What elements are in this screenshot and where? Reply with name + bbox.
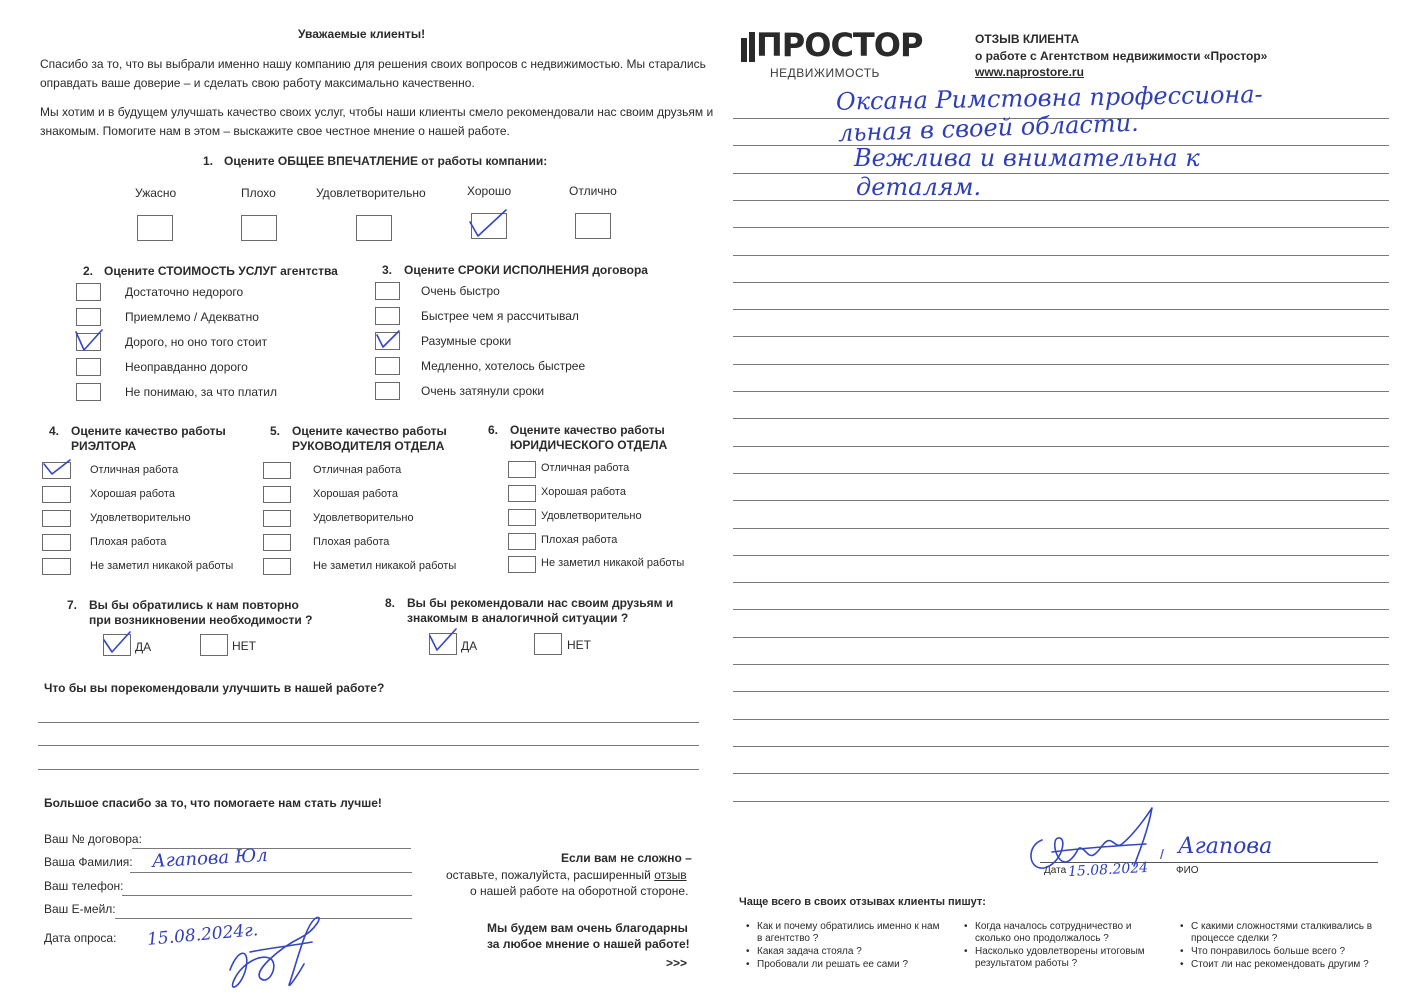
signature-date-label: Дата — [1044, 865, 1067, 876]
date-label: Дата опроса: — [44, 931, 117, 945]
q2-question: Оцените СТОИМОСТЬ УСЛУГ агентства — [104, 264, 338, 278]
side-line-1: Если вам не сложно – — [561, 851, 692, 865]
q4-checkbox-5[interactable] — [42, 558, 71, 575]
surname-field[interactable] — [130, 872, 412, 873]
review-ruled-line[interactable] — [733, 746, 1389, 747]
intro-paragraph-1-line-2: оправдать ваше доверие – и сделать свою работу максимально качественно. — [40, 76, 475, 90]
q3-checkbox-5[interactable] — [375, 382, 400, 400]
review-ruled-line[interactable] — [733, 255, 1389, 256]
q6-question-line-2: ЮРИДИЧЕСКОГО ОТДЕЛА — [510, 438, 668, 452]
q6-option-4: Плохая работа — [541, 534, 618, 546]
q3-option-4: Медленно, хотелось быстрее — [421, 359, 586, 373]
review-ruled-line[interactable] — [733, 473, 1389, 474]
q4-checkbox-3[interactable] — [42, 510, 71, 527]
surname-label: Ваша Фамилия: — [44, 855, 133, 869]
side-line-4: Мы будем вам очень благодарны — [487, 921, 688, 935]
review-ruled-line[interactable] — [733, 500, 1389, 501]
q2-option-5: Не понимаю, за что платил — [125, 385, 278, 399]
intro-paragraph-1-line-1: Спасибо за то, что вы выбрали именно нашу компанию для решения своих вопросов с недвижимостью. Мы старались — [40, 57, 706, 71]
q4-option-4: Плохая работа — [90, 536, 167, 548]
q6-checkbox-4[interactable] — [508, 533, 536, 550]
q1-number: 1. — [203, 154, 214, 168]
review-ruled-line[interactable] — [733, 282, 1389, 283]
q2-checkbox-5[interactable] — [76, 383, 101, 401]
contract-label: Ваш № договора: — [44, 832, 142, 846]
q1-checkbox-excellent[interactable] — [575, 213, 611, 239]
q6-option-3: Удовлетворительно — [541, 510, 642, 522]
review-ruled-line[interactable] — [733, 364, 1389, 365]
review-header-url[interactable]: www.naprostore.ru — [975, 65, 1084, 79]
q3-option-1: Очень быстро — [421, 284, 500, 298]
q1-label-satisfactory: Удовлетворительно — [316, 186, 426, 200]
q7-label-yes: ДА — [135, 640, 152, 654]
q2-option-1: Достаточно недорого — [125, 285, 244, 299]
q6-option-5: Не заметил никакой работы — [541, 557, 685, 569]
q6-option-2: Хорошая работа — [541, 486, 626, 498]
q5-number: 5. — [270, 424, 281, 438]
hint-item: • Насколько удовлетворены итоговым результатом работы ? — [975, 946, 1170, 970]
hint-item: • Какая задача стояла ? — [757, 946, 947, 958]
improve-line-1[interactable] — [38, 722, 699, 723]
review-ruled-line[interactable] — [733, 200, 1389, 201]
q4-option-2: Хорошая работа — [90, 488, 175, 500]
q3-checkbox-4[interactable] — [375, 357, 400, 375]
review-ruled-line[interactable] — [733, 691, 1389, 692]
side-link-review[interactable]: отзыв — [654, 868, 687, 882]
side-line-5: за любое мнение о нашей работе! — [487, 937, 690, 951]
improve-line-2[interactable] — [38, 745, 699, 746]
logo-wordmark: ПРОСТОР — [756, 26, 923, 64]
date-handwritten: 15.08.2024г. — [146, 920, 260, 950]
q2-checkbox-2[interactable] — [76, 308, 101, 326]
q2-option-4: Неоправданно дорого — [125, 360, 248, 374]
q3-option-5: Очень затянули сроки — [421, 384, 545, 398]
q7-label-no: НЕТ — [232, 639, 256, 653]
q5-option-3: Удовлетворительно — [313, 512, 414, 524]
q4-checkbox-2[interactable] — [42, 486, 71, 503]
q5-option-1: Отличная работа — [313, 464, 402, 476]
q6-checkbox-2[interactable] — [508, 485, 536, 502]
q1-question: Оцените ОБЩЕЕ ВПЕЧАТЛЕНИЕ от работы компании: — [224, 154, 548, 168]
q8-question-line-1: Вы бы рекомендовали нас своим друзьям и — [407, 596, 674, 610]
q5-question-line-1: Оцените качество работы — [292, 424, 447, 438]
q7-number: 7. — [67, 598, 78, 612]
q7-question-line-1: Вы бы обратились к нам повторно — [89, 598, 299, 612]
q8-question-line-2: знакомым в аналогичной ситуации ? — [407, 611, 629, 625]
q5-checkbox-5[interactable] — [263, 558, 291, 575]
q6-checkbox-5[interactable] — [508, 556, 536, 573]
q2-option-3: Дорого, но оно того стоит — [125, 335, 268, 349]
review-ruled-line[interactable] — [733, 555, 1389, 556]
q4-option-1: Отличная работа — [90, 464, 179, 476]
review-text-line-1: Оксана Римстовна профессиона- — [835, 80, 1263, 116]
q6-checkbox-1[interactable] — [508, 461, 536, 478]
q4-question-line-1: Оцените качество работы — [71, 424, 226, 438]
q2-checkmark-icon — [72, 326, 106, 354]
right-signature — [1022, 800, 1162, 880]
q6-question-line-1: Оцените качество работы — [510, 423, 665, 437]
q5-question-line-2: РУКОВОДИТЕЛЯ ОТДЕЛА — [292, 439, 445, 453]
q5-option-2: Хорошая работа — [313, 488, 398, 500]
signature-separator: / — [1160, 846, 1164, 862]
q2-checkbox-4[interactable] — [76, 358, 101, 376]
improve-line-3[interactable] — [38, 769, 699, 770]
q8-checkbox-no[interactable] — [534, 633, 562, 655]
review-ruled-line[interactable] — [733, 773, 1389, 774]
intro-paragraph-2-line-2: знакомым. Помогите нам в этом – выскажите свое честное мнение о нашей работе. — [40, 124, 510, 138]
hints-column-3 — [1191, 921, 1381, 971]
q2-option-2: Приемлемо / Адекватно — [125, 310, 259, 324]
q1-checkbox-bad[interactable] — [241, 215, 277, 241]
logo-subtitle: НЕДВИЖИМОСТЬ — [770, 66, 880, 80]
q1-label-terrible: Ужасно — [135, 186, 177, 200]
q6-checkbox-3[interactable] — [508, 509, 536, 526]
q5-checkbox-1[interactable] — [263, 462, 291, 479]
email-label: Ваш Е-мейл: — [44, 902, 116, 916]
signature-date-handwritten: 15.08.2024 — [1067, 859, 1149, 881]
q5-checkbox-2[interactable] — [263, 486, 291, 503]
review-ruled-line[interactable] — [733, 309, 1389, 310]
hints-title: Чаще всего в своих отзывах клиенты пишут: — [739, 896, 986, 908]
surname-handwritten: Агапова Юл — [151, 844, 269, 873]
q4-checkbox-4[interactable] — [42, 534, 71, 551]
q4-checkmark-icon — [40, 456, 74, 480]
q6-number: 6. — [488, 423, 499, 437]
thanks-text: Большое спасибо за то, что помогаете нам стать лучше! — [44, 796, 382, 810]
q8-label-no: НЕТ — [567, 638, 591, 652]
review-ruled-line[interactable] — [733, 637, 1389, 638]
q5-option-5: Не заметил никакой работы — [313, 560, 457, 572]
q1-label-good: Хорошо — [467, 184, 512, 198]
q4-number: 4. — [49, 424, 60, 438]
q4-question-line-2: РИЭЛТОРА — [71, 439, 137, 453]
q2-checkbox-1[interactable] — [76, 283, 101, 301]
review-header-subtitle: о работе с Агентством недвижимости «Простор» — [975, 49, 1268, 63]
q1-label-bad: Плохо — [241, 186, 276, 200]
page-title: Уважаемые клиенты! — [298, 27, 426, 41]
q3-checkbox-1[interactable] — [375, 282, 400, 300]
review-ruled-line[interactable] — [733, 446, 1389, 447]
signature-fio-label: ФИО — [1176, 865, 1199, 876]
q8-label-yes: ДА — [461, 639, 478, 653]
q1-checkbox-terrible[interactable] — [137, 215, 173, 241]
q3-checkmark-icon — [373, 327, 403, 351]
review-ruled-line[interactable] — [733, 664, 1389, 665]
review-ruled-line[interactable] — [733, 418, 1389, 419]
hint-item: • Когда началось сотрудничество и сколько оно продолжалось ? — [975, 921, 1170, 945]
q7-checkmark-icon — [100, 628, 134, 656]
q4-option-5: Не заметил никакой работы — [90, 560, 234, 572]
q1-checkbox-satisfactory[interactable] — [356, 215, 392, 241]
hint-item: • Пробовали ли решать ее сами ? — [757, 959, 947, 971]
review-ruled-line[interactable] — [733, 609, 1389, 610]
review-ruled-line[interactable] — [733, 173, 1389, 174]
q5-option-4: Плохая работа — [313, 536, 390, 548]
signature-fio-handwritten: Агапова — [1178, 834, 1273, 859]
q4-option-3: Удовлетворительно — [90, 512, 191, 524]
review-ruled-line[interactable] — [733, 227, 1389, 228]
q3-number: 3. — [382, 263, 393, 277]
left-signature — [220, 908, 335, 998]
q7-question-line-2: при возникновении необходимости ? — [89, 613, 313, 627]
review-text-line-3: Вежлива и внимательна к — [854, 144, 1200, 172]
review-text-line-4: деталям. — [856, 173, 982, 201]
q3-question: Оцените СРОКИ ИСПОЛНЕНИЯ договора — [404, 263, 648, 277]
phone-label: Ваш телефон: — [44, 879, 124, 893]
review-ruled-line[interactable] — [733, 582, 1389, 583]
q3-option-2: Быстрее чем я рассчитывал — [421, 309, 579, 323]
phone-field[interactable] — [122, 895, 412, 896]
q8-checkmark-icon — [426, 626, 460, 654]
side-line-3: о нашей работе на оборотной стороне. — [470, 884, 689, 898]
q5-checkbox-3[interactable] — [263, 510, 291, 527]
side-line-2: оставьте, пожалуйста, расширенный отзыв — [446, 868, 687, 882]
hints-column-1 — [757, 921, 947, 971]
q7-checkbox-no[interactable] — [200, 634, 228, 656]
q1-checkmark-icon — [466, 206, 512, 242]
improve-question: Что бы вы порекомендовали улучшить в нашей работе? — [44, 681, 385, 695]
hint-item: • Что понравилось больше всего ? — [1191, 946, 1381, 958]
hint-item: • Стоит ли нас рекомендовать другим ? — [1191, 959, 1381, 971]
q1-label-excellent: Отлично — [569, 184, 617, 198]
q5-checkbox-4[interactable] — [263, 534, 291, 551]
q3-option-3: Разумные сроки — [421, 334, 512, 348]
review-header-title: ОТЗЫВ КЛИЕНТА — [975, 32, 1080, 46]
review-ruled-line[interactable] — [733, 391, 1389, 392]
hint-item: • С какими сложностями сталкивались в процессе сделки ? — [1191, 921, 1381, 945]
side-arrows: >>> — [666, 956, 688, 970]
q3-checkbox-2[interactable] — [375, 307, 400, 325]
q8-number: 8. — [385, 596, 396, 610]
review-ruled-line[interactable] — [733, 719, 1389, 720]
review-ruled-line[interactable] — [733, 528, 1389, 529]
q6-option-1: Отличная работа — [541, 462, 630, 474]
intro-paragraph-2-line-1: Мы хотим и в будущем улучшать качество своих услуг, чтобы наши клиенты смело рекомендовали нас своим друзьям и — [40, 105, 714, 119]
review-ruled-line[interactable] — [733, 336, 1389, 337]
review-text-line-2: льная в своей области. — [837, 108, 1140, 148]
hints-column-2 — [975, 921, 1170, 970]
q2-number: 2. — [83, 264, 94, 278]
hint-item: • Как и почему обратились именно к нам в агентство ? — [757, 921, 947, 945]
